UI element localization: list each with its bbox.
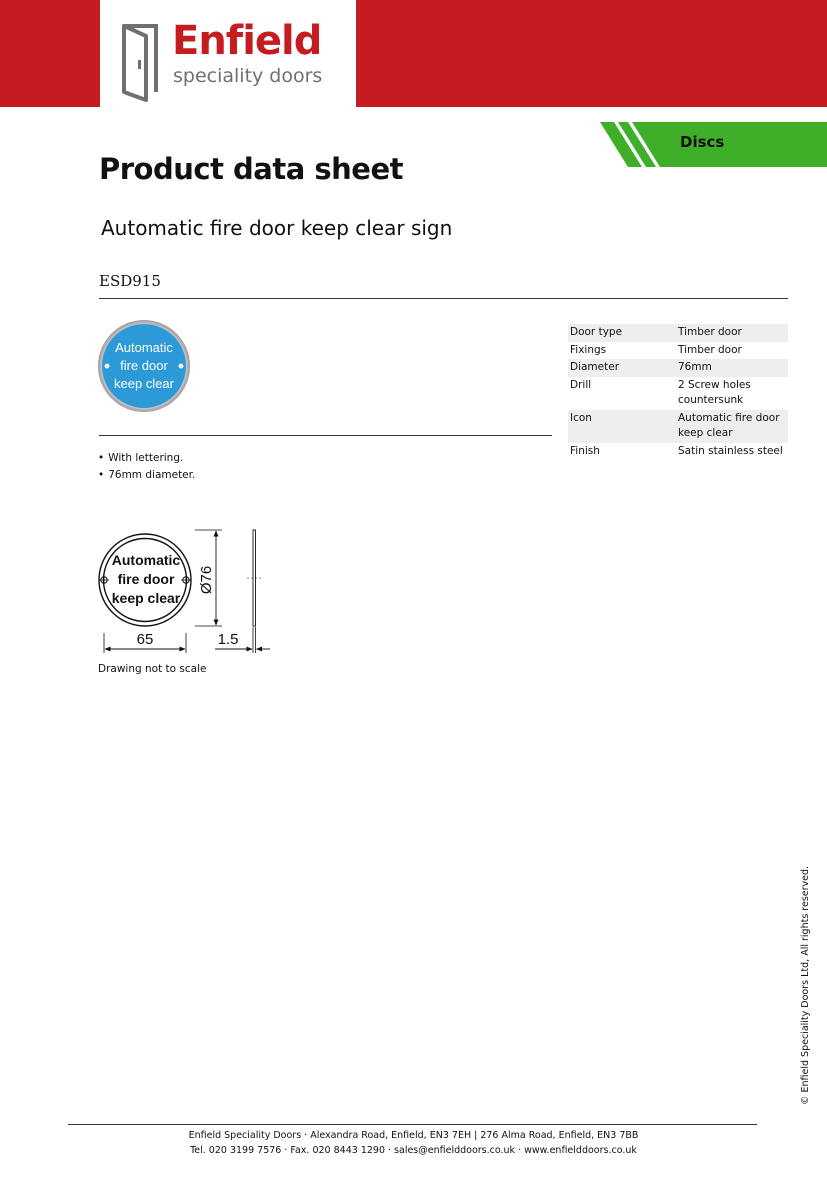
product-code: ESD915 (99, 272, 161, 290)
photo-sign-line-3: keep clear (114, 376, 174, 391)
table-row (568, 377, 788, 410)
spec-value: Timber door (678, 343, 742, 356)
spec-table (568, 324, 788, 460)
divider (68, 1124, 757, 1125)
divider (99, 435, 552, 436)
logo[interactable] (100, 0, 356, 107)
spec-label: Fixings (570, 343, 607, 356)
footer-contact: Tel. 020 3199 7576 · Fax. 020 8443 1290 · sales@enfielddoors.co.uk · www.enfielddoors.co.uk (190, 1145, 637, 1156)
spec-value: Automatic fire door keep clear (676, 410, 788, 443)
table-row (568, 443, 788, 461)
feature-list (98, 450, 195, 484)
table-row (568, 359, 788, 377)
technical-drawing (95, 527, 275, 659)
diameter-label: Ø76 (198, 565, 215, 595)
page-title: Product data sheet (99, 152, 403, 186)
list-item: • With lettering. (98, 450, 195, 467)
spec-label: Door type (568, 324, 676, 342)
divider (99, 298, 788, 299)
photo-sign-line-1: Automatic (115, 340, 173, 355)
spec-label: Finish (570, 444, 600, 457)
spec-label: Drill (570, 378, 592, 391)
drawing-sign-line-2: fire door (117, 571, 175, 587)
spec-value: Timber door (676, 324, 788, 342)
spec-value: 2 Screw holes countersunk (678, 378, 751, 406)
thickness-label: 1.5 (217, 631, 239, 648)
drawing-caption: Drawing not to scale (98, 663, 207, 675)
brand-tagline: speciality doors (173, 65, 323, 87)
table-row (568, 324, 788, 342)
door-icon (120, 22, 162, 102)
table-row (568, 410, 788, 443)
spec-value: Satin stainless steel (678, 444, 783, 457)
copyright-notice: © Enfield Speciality Doors Ltd, All rights reserved. (800, 865, 811, 1105)
product-photo (97, 319, 191, 413)
spec-value: 76mm (676, 359, 788, 377)
footer-address: Enfield Speciality Doors · Alexandra Road, Enfield, EN3 7EH | 276 Alma Road, Enfield, EN3 7BB (188, 1130, 639, 1141)
brand-name: Enfield (172, 18, 322, 64)
product-name: Automatic fire door keep clear sign (101, 216, 453, 240)
drawing-sign-line-3: keep clear (111, 590, 181, 606)
width-label: 65 (136, 631, 154, 648)
drawing-sign-line-1: Automatic (111, 552, 181, 568)
photo-sign-line-2: fire door (120, 358, 168, 373)
category-tab-label: Discs (680, 133, 725, 151)
spec-label: Icon (568, 410, 676, 443)
spec-label: Diameter (568, 359, 676, 377)
list-item: • 76mm diameter. (98, 467, 195, 484)
table-row (568, 342, 788, 360)
